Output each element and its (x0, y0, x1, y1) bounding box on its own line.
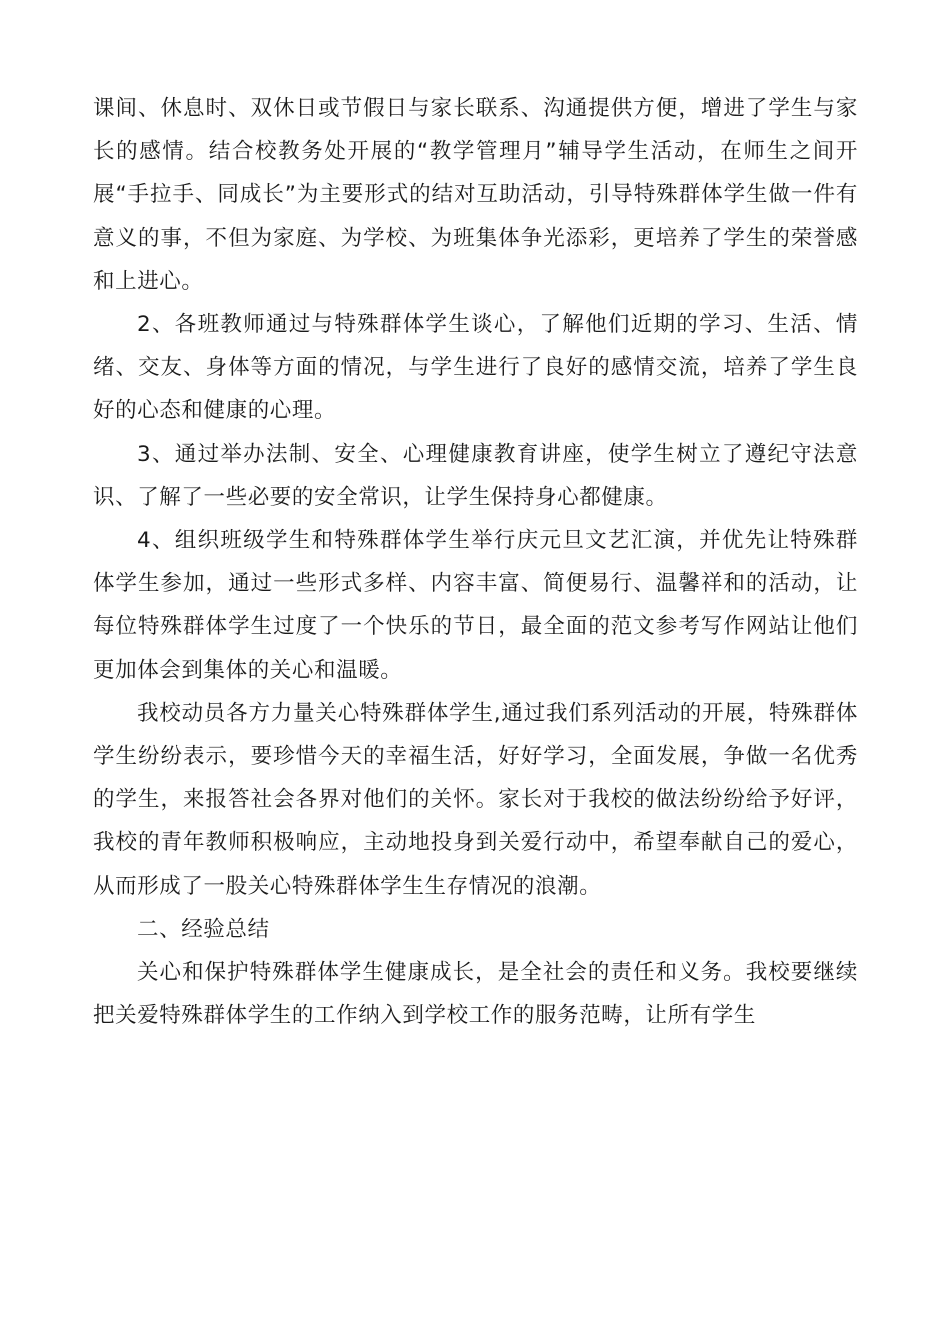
section-heading: 二、经验总结 (137, 916, 270, 942)
paragraph-continuation: 课间、休息时、双休日或节假日与家长联系、沟通提供方便，增进了学生与家长的感情。结合校教务处开展的“教学管理月”辅导学生活动，在师生之间开展“手拉手、同成长”为主要形式的结对互助活动，引导特殊群体学生做一件有意义的事，不但为家庭、为学校、为班集体争光添彩，更培养了学生的荣誉感和上进心。 (93, 96, 858, 294)
paragraph-item-4: 4、组织班级学生和特殊群体学生举行庆元旦文艺汇演，并优先让特殊群体学生参加，通过一些形式多样、内容丰富、简便易行、温馨祥和的活动，让每位特殊群体学生过度了一个快乐的节日，最全面的范文参考写作网站让他们更加体会到集体的关心和温暖。 (93, 528, 858, 683)
paragraph-experience: 关心和保护特殊群体学生健康成长，是全社会的责任和义务。我校要继续把关爱特殊群体学生的工作纳入到学校工作的服务范畴，让所有学生 (93, 960, 858, 1029)
paragraph-summary: 我校动员各方力量关心特殊群体学生,通过我们系列活动的开展，特殊群体学生纷纷表示，要珍惜今天的幸福生活，好好学习，全面发展，争做一名优秀的学生，来报答社会各界对他们的关怀。家长对于我校的做法纷纷给予好评，我校的青年教师积极响应，主动地投身到关爱行动中，希望奉献自己的爱心，从而形成了一股关心特殊群体学生生存情况的浪潮。 (93, 700, 858, 899)
document-body (93, 87, 858, 1037)
paragraph-item-3: 3、通过举办法制、安全、心理健康教育讲座，使学生树立了遵纪守法意识、了解了一些必要的安全常识，让学生保持身心都健康。 (93, 441, 858, 510)
paragraph-item-2: 2、各班教师通过与特殊群体学生谈心，了解他们近期的学习、生活、情绪、交友、身体等方面的情况，与学生进行了良好的感情交流，培养了学生良好的心态和健康的心理。 (93, 312, 858, 424)
